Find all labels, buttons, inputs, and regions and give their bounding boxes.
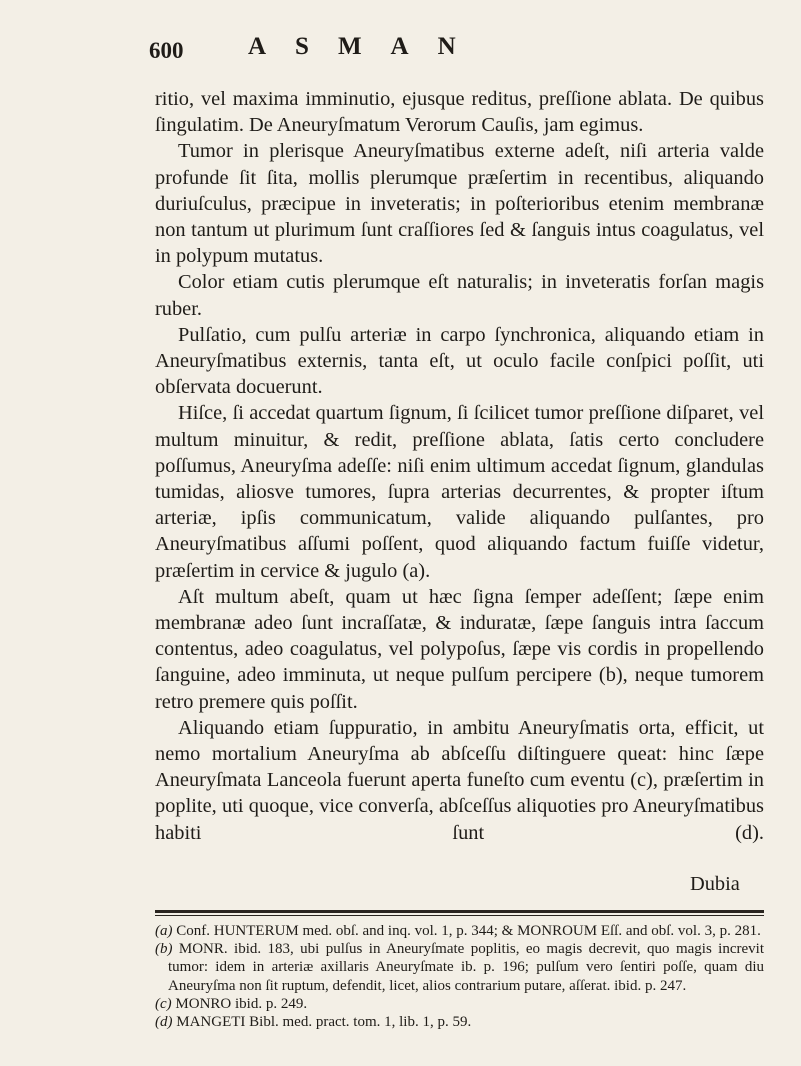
paragraph-tumor: Tumor in plerisque Aneuryſmatibus externe adeſt, niſi arteria valde profunde ſit ſita, mollis plerumque præſertim in recentibus, aliquando duriuſculus, præcipue in inveteratis; in poſterioribus etenim membranæ non tantum ut plurimum ſunt craſſiores ſed & ſanguis intus coagulatus, vel in polypum mutatus. (155, 140, 764, 268)
paragraph-continuation: ritio, vel maxima imminutio, ejusque reditus, preſſione ablata. De quibus ſingulatim. De Aneuryſmatum Verorum Cauſis, jam egimus. (155, 88, 764, 137)
footnote-label: (a) (155, 923, 173, 939)
footnote-label: (c) (155, 995, 172, 1012)
footnotes (155, 922, 764, 1031)
footnote-text: MONR. ibid. 183, ubi pulſus in Aneuryſmate poplitis, eo magis decrevit, quo magis increvit tumor: idem in arteriæ axillaris Aneuryſmate ib. p. 196; pulſum vero ſentiri poſſe, quam diu Aneuryſma non ſit ruptum, defendit, licet, alios contrarium putare, aſſerat. ibid. p. 247. (168, 941, 764, 994)
footnote-label: (b) (155, 941, 173, 958)
footnote-b (155, 940, 764, 995)
main-text (155, 86, 764, 846)
running-head: ASMAN (248, 33, 485, 60)
catchword: Dubia (690, 873, 740, 895)
footnote-rule-thin (155, 915, 764, 916)
footnote-c (155, 995, 764, 1013)
footnote-text: MANGETI Bibl. med. pract. tom. 1, lib. 1, p. 59. (176, 1014, 472, 1031)
footnote-label: (d) (155, 1014, 173, 1031)
footnote-text: Conf. HUNTERUM med. obſ. and inq. vol. 1, p. 344; & MONROUM Eſſ. and obſ. vol. 3, p. 281. (176, 923, 761, 939)
footnote-rule-thick (155, 910, 764, 913)
footnote-d (155, 1013, 764, 1031)
footnote-text: MONRO ibid. p. 249. (175, 995, 308, 1012)
footnote-a (155, 922, 764, 940)
paragraph-quartum-signum: Hiſce, ſi accedat quartum ſignum, ſi ſcilicet tumor preſſione diſparet, vel multum minuitur, & redit, preſſione ablata, ſatis certo concludere poſſumus, Aneuryſma adeſſe: niſi enim ultimum accedat ſignum, glandulas tumidas, aliosve tumores, ſupra arterias decurrentes, & propter iſtum arteriæ, ipſis communicatum, valide aliquando pulſantes, pro Aneuryſmatibus aſſumi poſſent, quod aliquando factum fuiſſe videtur, præſertim in cervice & jugulo (a). (155, 402, 764, 582)
paragraph-pulsatio: Pulſatio, cum pulſu arteriæ in carpo ſynchronica, aliquando etiam in Aneuryſmatibus externis, tanta eſt, ut oculo facile conſpici poſſit, uti obſervata docuerunt. (155, 323, 764, 399)
paragraph-color: Color etiam cutis plerumque eſt naturalis; in inveteratis forſan magis ruber. (155, 271, 764, 320)
paragraph-ast-multum: Aſt multum abeſt, quam ut hæc ſigna ſemper adeſſent; ſæpe enim membranæ adeo ſunt incraſſatæ, & induratæ, ſæpe ſanguis intra ſaccum contentus, adeo coagulatus, vel polypoſus, ſæpe vis cordis in propellendo ſanguine, adeo imminuta, ut neque pulſum percipere (b), neque tumorem retro premere quis poſſit. (155, 585, 764, 713)
page-number: 600 (149, 38, 184, 63)
paragraph-suppuratio: Aliquando etiam ſuppuratio, in ambitu Aneuryſmatis orta, efficit, ut nemo mortalium Aneuryſma ab abſceſſu diſtinguere queat: hinc ſæpe Aneuryſmata Lanceola fuerunt aperta funeſto cum eventu (c), præſertim in poplite, uti quoque, vice converſa, abſceſſus aliquoties pro Aneuryſmatibus habiti ſunt (d). (155, 716, 764, 844)
